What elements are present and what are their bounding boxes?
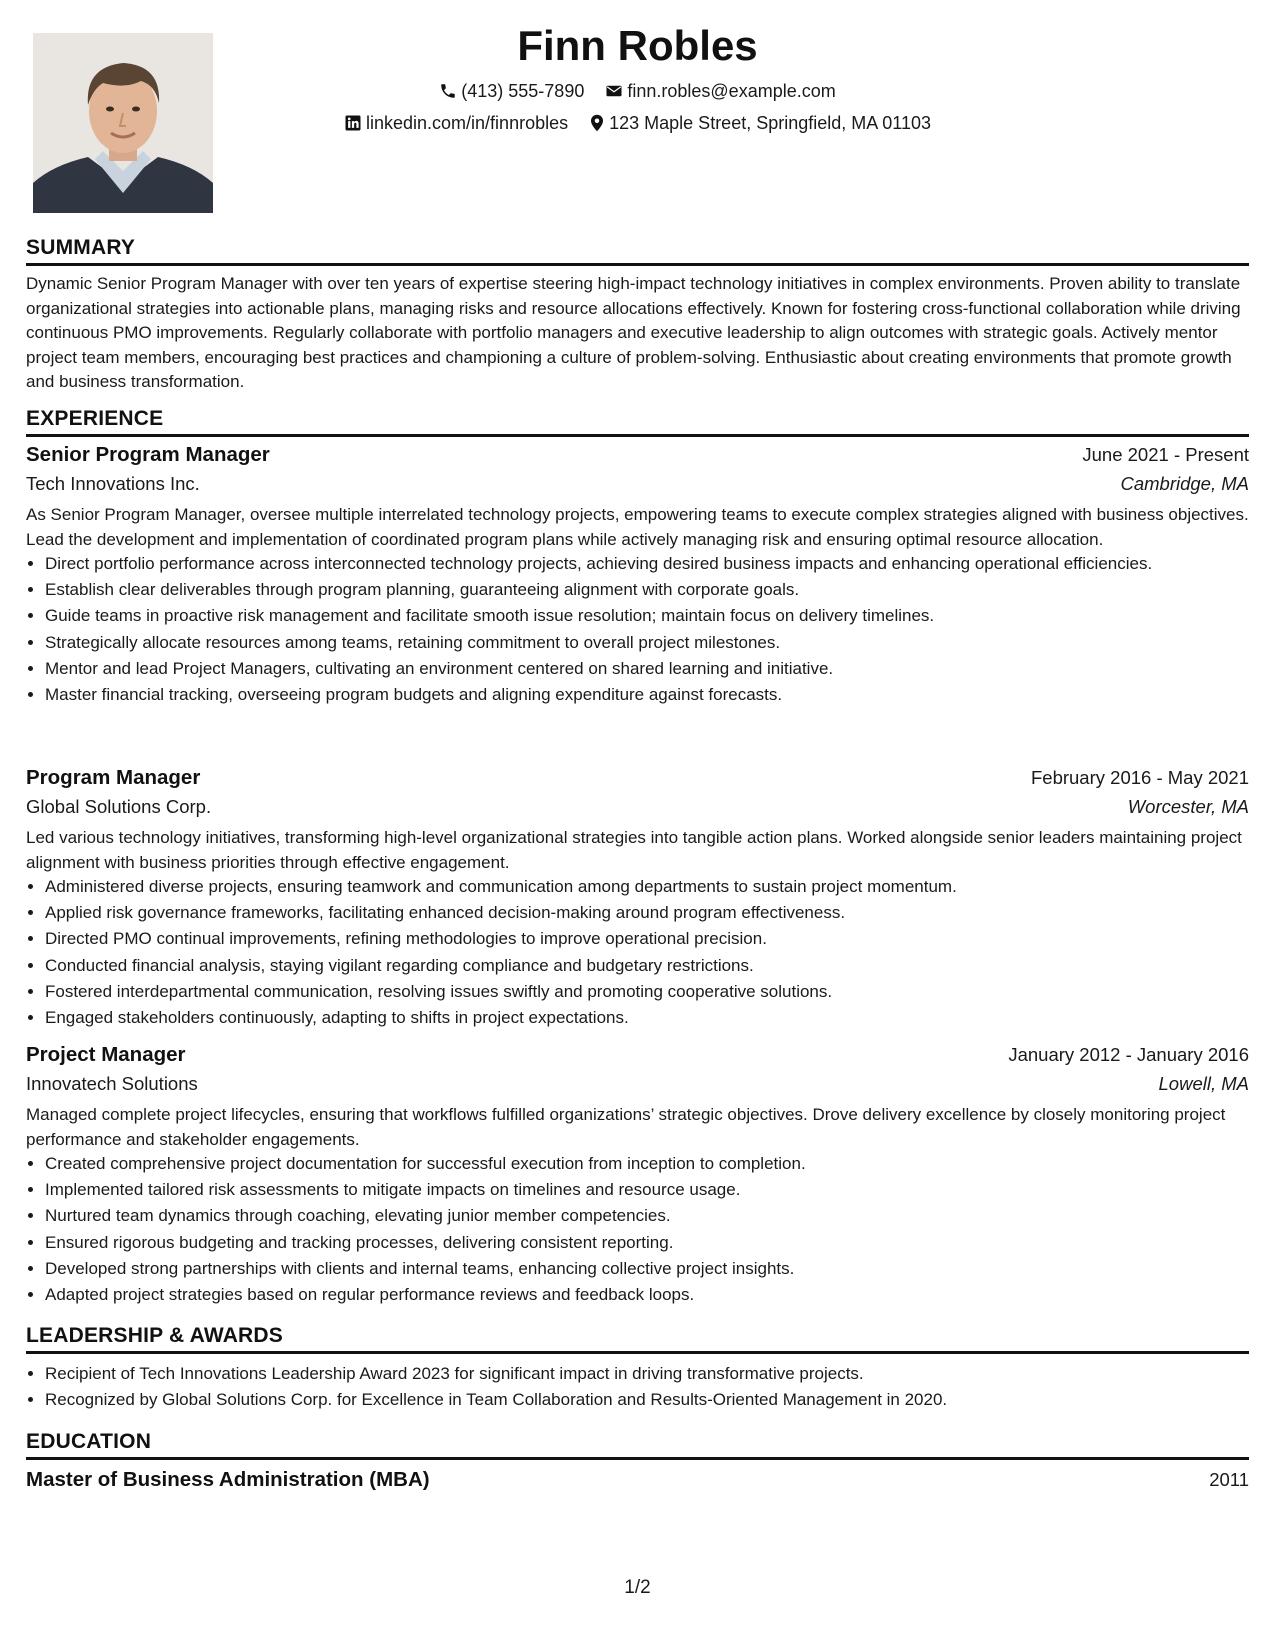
summary-section [26, 236, 1249, 395]
job-title: Project Manager [26, 1043, 186, 1066]
job-entry [26, 1043, 1249, 1309]
phone-icon [439, 82, 457, 100]
company-name: Tech Innovations Inc. [26, 473, 200, 494]
bullet-item: • Implemented tailored risk assessments to mitigate impacts on timelines and resource usage. [45, 1178, 1249, 1202]
job-dates: January 2012 - January 2016 [1008, 1044, 1249, 1065]
summary-heading: SUMMARY [26, 236, 1249, 266]
job-entry [26, 443, 1249, 709]
degree-year: 2011 [1209, 1469, 1249, 1490]
job-location: Cambridge, MA [1120, 473, 1249, 494]
contact-line-primary [0, 80, 1275, 102]
linkedin-item[interactable] [344, 113, 568, 134]
experience-section [26, 407, 1249, 437]
job-title: Senior Program Manager [26, 443, 270, 466]
bullet-item: • Master financial tracking, overseeing program budgets and aligning expenditure against forecasts. [45, 683, 1249, 707]
bullet-item: • Guide teams in proactive risk management and facilitate smooth issue resolution; maintain focus on delivery timelines. [45, 604, 1249, 628]
job-title: Program Manager [26, 766, 201, 789]
leadership-heading: LEADERSHIP & AWARDS [26, 1324, 1249, 1354]
envelope-icon [605, 82, 623, 100]
job-entry [26, 766, 1249, 1032]
job-location: Worcester, MA [1127, 796, 1249, 817]
experience-heading: EXPERIENCE [26, 407, 1249, 437]
phone-item[interactable] [439, 81, 584, 102]
candidate-name: Finn Robles [517, 22, 758, 69]
bullet-item: • Directed PMO continual improvements, refining methodologies to improve operational precision. [45, 927, 1249, 951]
map-pin-icon [589, 114, 605, 132]
bullet-item: • Nurtured team dynamics through coaching, elevating junior member competencies. [45, 1204, 1249, 1228]
linkedin-text: linkedin.com/in/finnrobles [366, 112, 569, 133]
address-item [589, 113, 931, 134]
job-description: Led various technology initiatives, transforming high-level organizational strategies into tangible action plans. Worked alongside senior leaders maintaining project alignment with business priorities through effective engagement. [26, 828, 1242, 872]
job-dates: February 2016 - May 2021 [1030, 767, 1249, 788]
job-bullets [26, 1152, 1249, 1307]
job-bullets [26, 875, 1249, 1030]
bullet-item: • Mentor and lead Project Managers, cultivating an environment centered on shared learning and initiative. [45, 657, 1249, 681]
linkedin-icon [344, 114, 362, 132]
address-text: 123 Maple Street, Springfield, MA 01103 [609, 112, 931, 133]
email-item[interactable] [605, 81, 835, 102]
bullet-item: • Engaged stakeholders continuously, adapting to shifts in project expectations. [45, 1006, 1249, 1030]
degree-name: Master of Business Administration (MBA) [26, 1468, 430, 1491]
phone-text: (413) 555-7890 [461, 80, 585, 101]
contact-line-secondary [0, 112, 1275, 134]
award-item: • Recognized by Global Solutions Corp. for Excellence in Team Collaboration and Results-Oriented Management in 2020. [45, 1388, 1249, 1412]
bullet-item: • Applied risk governance frameworks, facilitating enhanced decision-making around program effectiveness. [45, 901, 1249, 925]
page-number: 1/2 [624, 1577, 651, 1598]
education-section [26, 1430, 1249, 1492]
company-name: Innovatech Solutions [26, 1073, 198, 1094]
leadership-section [26, 1324, 1249, 1414]
bullet-item: • Conducted financial analysis, staying vigilant regarding compliance and budgetary restrictions. [45, 954, 1249, 978]
bullet-item: • Fostered interdepartmental communication, resolving issues swiftly and promoting cooperative solutions. [45, 980, 1249, 1004]
company-name: Global Solutions Corp. [26, 796, 212, 817]
bullet-item: • Strategically allocate resources among teams, retaining commitment to overall project milestones. [45, 631, 1249, 655]
bullet-item: • Developed strong partnerships with clients and internal teams, enhancing collective project insights. [45, 1257, 1249, 1281]
bullet-item: • Direct portfolio performance across interconnected technology projects, achieving desired business impacts and enhancing operational efficiencies. [45, 552, 1249, 576]
job-location: Lowell, MA [1158, 1073, 1249, 1094]
bullet-item: • Establish clear deliverables through program planning, guaranteeing alignment with corporate goals. [45, 578, 1249, 602]
bullet-item: • Administered diverse projects, ensuring teamwork and communication among departments to sustain project momentum. [45, 875, 1249, 899]
job-description: Managed complete project lifecycles, ensuring that workflows fulfilled organizations’ strategic objectives. Drove delivery excellence by closely monitoring project performance and stakeholder engagements. [26, 1105, 1226, 1149]
education-heading: EDUCATION [26, 1430, 1249, 1460]
award-bullets [26, 1362, 1249, 1412]
job-dates: June 2021 - Present [1082, 444, 1249, 465]
summary-text: Dynamic Senior Program Manager with over ten years of expertise steering high-impact technology initiatives in complex environments. Proven ability to translate organizational strategies into actionable plans, managing risks and resource allocations effectively. Known for fostering cross-functional collaboration while driving continuous PMO improvements. Regularly collaborate with portfolio managers and executive leadership to align outcomes with strategic goals. Actively mentor project team members, encouraging best practices and championing a culture of problem-solving. Enthusiastic about creating environments that promote growth and business transformation. [26, 274, 1241, 391]
award-item: • Recipient of Tech Innovations Leadership Award 2023 for significant impact in driving transformative projects. [45, 1362, 1249, 1386]
bullet-item: • Ensured rigorous budgeting and tracking processes, delivering consistent reporting. [45, 1231, 1249, 1255]
bullet-item: • Created comprehensive project documentation for successful execution from inception to completion. [45, 1152, 1249, 1176]
email-text: finn.robles@example.com [627, 80, 836, 101]
bullet-item: • Adapted project strategies based on regular performance reviews and feedback loops. [45, 1283, 1249, 1307]
job-bullets [26, 552, 1249, 707]
job-description: As Senior Program Manager, oversee multiple interrelated technology projects, empowering teams to execute complex strategies aligned with business objectives. Lead the development and implementation of coordinated program plans while actively managing risk and ensuring optimal resource allocation. [26, 505, 1249, 549]
